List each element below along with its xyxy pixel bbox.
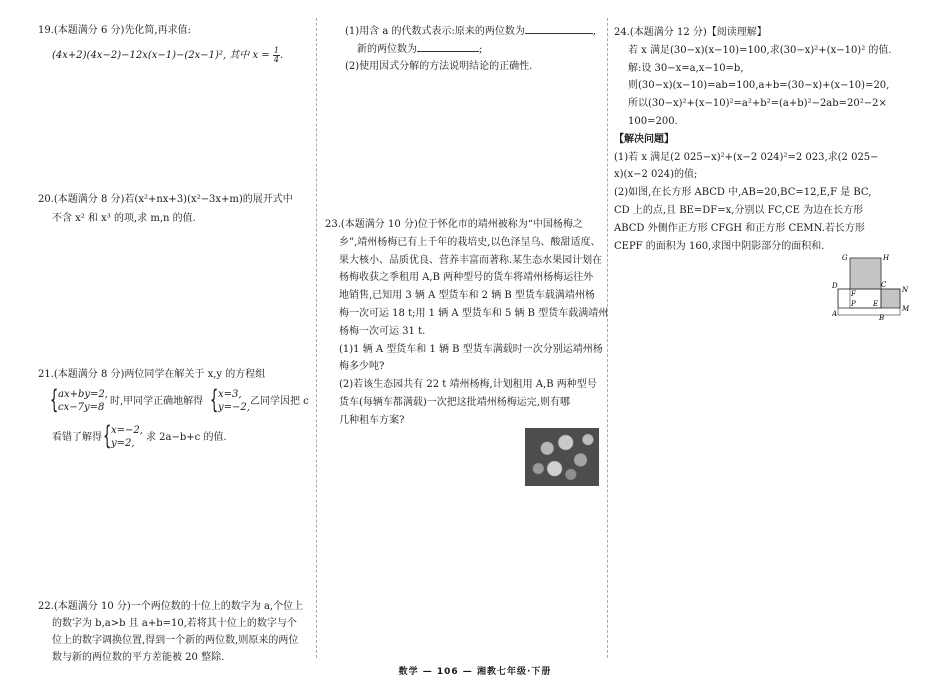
q22-line: 22.(本题满分 10 分)一个两位数的十位上的数字为 a,个位上 — [38, 601, 304, 612]
q24-line: ABCD 外侧作正方形 CFGH 和正方形 CEMN.若长方形 — [614, 222, 865, 234]
q22-part1-line1 — [345, 24, 596, 39]
q24-line: CD 上的点,且 BE=DF=x,分别以 FC,CE 为边在长方形 — [614, 204, 864, 216]
q19-frac-num: 1 — [273, 46, 279, 55]
q21-brace-2: { — [210, 385, 219, 415]
q22-part2: (2)使用因式分解的方法说明结论的正确性. — [345, 61, 533, 72]
q23-line: (2)若该生态园共有 22 t 靖州杨梅,计划租用 A,B 两种型号 — [339, 379, 597, 391]
q24-line: 若 x 满足(30−x)(x−10)=100,求(30−x)²+(x−10)² 的值. — [628, 44, 892, 56]
q23-line: (1)1 辆 A 型货车和 1 辆 B 型货车满载时一次分别运靖州杨 — [339, 343, 603, 355]
q21-sys1-eq2: cx−7y=8 — [58, 402, 105, 413]
q21-system-2 — [218, 388, 250, 414]
q24-line: (1)若 x 满足(2 025−x)²+(x−2 024)²=2 023,求(2 025− — [614, 151, 879, 163]
q22-line: 的数字为 b,a>b 且 a+b=10,若将其十位上的数字与个 — [52, 618, 297, 629]
q23-line: 几种租车方案? — [339, 414, 405, 426]
label-h: H — [883, 254, 890, 262]
q23-line: 杨梅收获之季租用 A,B 两种型号的货车将靖州杨梅运往外 — [339, 272, 594, 284]
q24-line: (2)如图,在长方形 ABCD 中,AB=20,BC=12,E,F 是 BC, — [614, 187, 872, 199]
q19-expression — [52, 47, 283, 64]
q24-line: 解:设 30−x=a,x−10=b, — [628, 62, 744, 74]
q21-pre-3: 看错了解得 — [52, 432, 102, 443]
q21-sys2-eq1: x=3, — [218, 389, 242, 400]
q23-block — [325, 216, 608, 430]
q21-sys1-eq1: ax+by=2, — [58, 389, 108, 400]
q23-line: 杨梅一次可运 31 t. — [339, 325, 426, 337]
page-footer: 数学 — 106 — 湘教七年级·下册 — [398, 667, 552, 677]
q24-section-heading: 【解决问题】 — [614, 133, 674, 145]
q22-block — [38, 598, 303, 666]
q21-system-3 — [111, 424, 143, 450]
q24-line: 100=200. — [628, 115, 678, 127]
q24-block — [614, 24, 892, 255]
answer-blank-original[interactable] — [525, 24, 593, 34]
label-n: N — [902, 286, 909, 294]
q24-line: 则(30−x)(x−10)=ab=100,a+b=(30−x)+(x−10)=20, — [628, 80, 890, 92]
q21-tail: 求 2a−b+c 的值. — [146, 432, 227, 443]
q20-line-2: 不含 x² 和 x³ 的项,求 m,n 的值. — [52, 213, 196, 224]
q24-line: 所以(30−x)²+(x−10)²=a²+b²=(a+b)²−2ab=20²−2× — [628, 98, 887, 110]
q20-line-1: 20.(本题满分 8 分)若(x²+nx+3)(x²−3x+m)的展开式中 — [38, 194, 293, 205]
label-p: P — [851, 300, 856, 308]
q21-brace-3: { — [103, 421, 112, 451]
q23-line: 果大核小、品质优良、营养丰富而著称.某生态水果园计划在 — [339, 254, 603, 266]
q22-part1-text: (1)用含 a 的代数式表示:原来的两位数为 — [345, 26, 525, 37]
q23-line: 梅多少吨? — [339, 361, 385, 373]
q19-heading: 19.(本题满分 6 分)先化简,再求值: — [38, 25, 191, 36]
label-e: E — [873, 300, 879, 308]
answer-blank-new[interactable] — [417, 42, 479, 52]
q24-line: 24.(本题满分 12 分)【阅读理解】 — [614, 27, 767, 38]
label-c: C — [881, 281, 887, 289]
label-g: G — [842, 254, 848, 262]
q19-tail: . — [279, 50, 284, 61]
q21-mid-1: 时,甲同学正确地解得 — [110, 396, 204, 407]
square-cemn-shaded — [881, 289, 900, 308]
q21-sys2-eq2: y=−2, — [218, 402, 250, 413]
q23-line: 货车(每辆车都满载)一次把这批靖州杨梅运完,则有哪 — [339, 396, 570, 408]
q23-line: 地销售,已知用 3 辆 A 型货车和 2 辆 B 型货车载满靖州杨 — [339, 290, 595, 302]
q22-part1-comma: , — [592, 26, 597, 37]
q21-mid-2: 乙同学因把 c — [250, 396, 309, 407]
q23-line: 乡”,靖州杨梅已有上千年的栽培史,以色泽呈乌、酸甜适度、 — [339, 236, 601, 248]
label-d: D — [832, 282, 838, 290]
q21-system-1 — [58, 388, 108, 414]
q19-frac-den: 4 — [273, 55, 279, 64]
q21-sys3-eq1: x=−2, — [111, 425, 143, 436]
q22-part1b-text: 新的两位数为 — [357, 44, 417, 55]
q19-fraction — [273, 47, 280, 64]
q21-sys3-eq2: y=2, — [111, 438, 135, 449]
q22-part1b-semicolon: ; — [479, 44, 483, 55]
q21-line-1: 21.(本题满分 8 分)两位同学在解关于 x,y 的方程组 — [38, 369, 266, 380]
bayberry-photo — [525, 428, 599, 486]
label-f: F — [851, 290, 856, 298]
label-b: B — [879, 314, 885, 322]
q22-line: 位上的数字调换位置,得到一个新的两位数,则原来的两位 — [52, 635, 299, 646]
label-m: M — [902, 305, 910, 313]
column-divider-left — [316, 18, 317, 658]
q22-line: 数与新的两位数的平方差能被 20 整除. — [52, 652, 225, 663]
q24-line: x)(x−2 024)的值; — [614, 169, 698, 181]
q21-brace-1: { — [50, 385, 59, 415]
q23-line: 23.(本题满分 10 分)位于怀化市的靖州被称为“中国杨梅之 — [325, 219, 583, 230]
label-a: A — [832, 310, 838, 318]
rectangle-squares-figure — [832, 250, 922, 325]
q19-expr-text: (4x+2)(4x−2)−12x(x−1)−(2x−1)², 其中 x = — [52, 50, 270, 61]
q23-line: 梅一次可运 18 t;用 1 辆 A 型货车和 5 辆 B 型货车载满靖州 — [339, 307, 609, 319]
square-cfgh-shaded — [850, 258, 881, 289]
q24-line: CEPF 的面积为 160,求图中阴影部分的面积和. — [614, 240, 825, 252]
q22-part1-line2 — [357, 42, 482, 57]
